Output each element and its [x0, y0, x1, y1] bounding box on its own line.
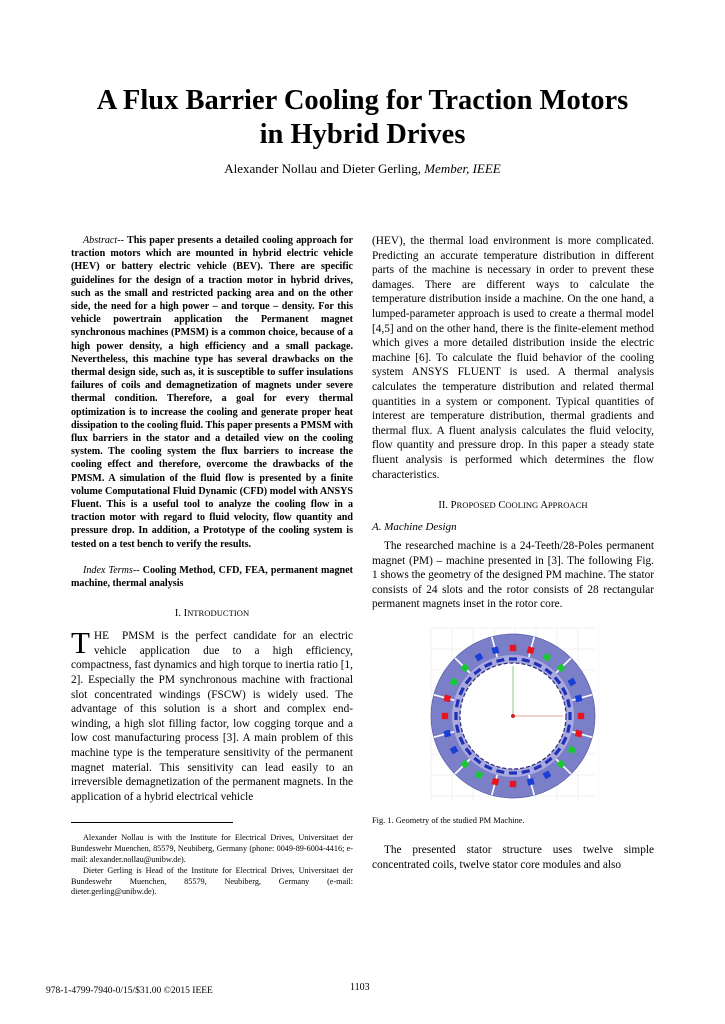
section-2-cap-3: A	[540, 500, 548, 512]
stator-coil	[442, 713, 448, 719]
index-terms-text: Cooling Method, CFD, FEA, permanent magnet machine, thermal analysis	[71, 564, 353, 590]
figure-1	[372, 624, 654, 804]
rotor-magnet	[454, 712, 457, 720]
section-heading-introduction	[71, 608, 353, 619]
page-title	[40, 84, 685, 152]
abstract-label: Abstract--	[83, 235, 124, 246]
figure-1-caption: Fig. 1. Geometry of the studied PM Machine.	[372, 816, 525, 826]
section-2-numeral: II.	[438, 500, 449, 512]
abstract	[71, 234, 353, 551]
subsection-machine-design: A. Machine Design	[372, 521, 457, 534]
index-terms-label: Index Terms--	[83, 564, 140, 576]
author-names: Alexander Nollau and Dieter Gerling,	[224, 161, 421, 176]
stator-coil	[510, 645, 516, 651]
rotor-magnet	[509, 657, 517, 660]
index-terms	[71, 564, 353, 590]
section-1-title-rest: NTRODUCTION	[187, 608, 250, 619]
abstract-text: This paper presents a detailed cooling approach for traction motors which are mounted in hybrid electric vehicle (HEV) or battery electric vehicle (BEV). There are specific guidelines for the design of a traction motor in hybrid drives, such as the small and restricted packing area and on the other side, the need for a high power – and torque – density. For this vehicle powertrain application the Permanent magnet synchronous machines (PMSM) is a common choice, because of a high power density, a high efficiency and a small package. Nevertheless, this machine type has several drawbacks on the thermal design side, such as, it is susceptible to suffer insulations failures of coils and demagnetization of magnets under severe thermal condition. Therefore, a goal for every thermal optimization is to increase the cooling and generate proper heat dissipation to the cooling fluid. This paper presents a PMSM with flux barriers in the stator and a detailed view on the cooling system. The cooling system the flux barriers to increase the cooling effect and therefore, overcome the drawbacks of the PMSM. A simulation of the fluid flow is presented by a finite volume Computational Fluid Dynamic (CFD) model with ANSYS Fluent. This is a useful tool to analyze the cooling flow in a traction motor with regard to fluid velocity, flow quantity and pressure drop. In addition, a Prototype of the cooling system is tested on a test bench to verify the results.	[71, 235, 353, 550]
stator-structure-paragraph: The presented stator structure uses twelve simple concentrated coils, twelve stator core modules and also	[372, 844, 654, 871]
section-2-rest-2: OOLING	[505, 500, 539, 511]
section-2-rest-3: PPROACH	[547, 500, 588, 511]
rotor-magnet	[509, 771, 517, 774]
right-column	[372, 234, 654, 872]
author-membership: Member, IEEE	[424, 161, 501, 176]
page-number: 1103	[350, 982, 370, 993]
footnote-divider	[71, 822, 233, 823]
section-2-cap-1: P	[450, 500, 457, 512]
section-1-numeral: I.	[174, 608, 181, 620]
footnote-1: Alexander Nollau is with the Institute for Electrical Drives, Universitaet der Bundeswehr Muenchen, 85579, Neubiberg, Germany (phone: 0049-89-6004-4416; e-mail: alexander.nollau@unibw.de).	[71, 833, 353, 864]
intro-continuation: (HEV), the thermal load environment is more complicated. Predicting an accurate temperature distribution in different parts of the machine is necessary in order to prevent these damages. There are different ways to calculate the temperature distribution inside a machine. On the one hand, a lumped-parameter approach is used to create a thermal model [4,5] and on the other hand, there is the finite-element method which gives a more detailed distribution inside the electric machine [6]. To calculate the fluid behavior of the cooling system ANSYS FLUENT is used. A thermal analysis calculates the temperature distribution and related thermal quantities in a system or component. Typical quantities of interest are temperature distribution, thermal gradients and thermal flux. A fluent analysis calculates the fluid velocity, flow quantity and pressure drop. In this paper a steady state fluent analysis is performed which determines the flow characteristics.	[372, 235, 654, 481]
shaft-center-point	[511, 714, 515, 718]
rotor-magnet	[568, 712, 571, 720]
drop-cap: T	[71, 625, 90, 661]
section-heading-proposed-cooling	[372, 500, 654, 511]
author-line	[40, 161, 685, 177]
isbn-footer: 978-1-4799-7940-0/15/$31.00 ©2015 IEEE	[46, 986, 213, 996]
title-line-2: in Hybrid Drives	[259, 119, 466, 150]
stator-coil	[578, 713, 584, 719]
intro-first-word: HE	[93, 630, 109, 643]
introduction-paragraph	[71, 625, 354, 804]
intro-text: PMSM is the perfect candidate for an electric vehicle application due to a high efficiency, compactness, fast dynamics and high torque to inertia ratio [1, 2]. Especially the PM synchronous machine with fractional slot concentrated windings (FSCW) is widely used. The advantage of this solution is a short and complex end-winding, a high slot filling factor, low cogging torque and a low cost manufacturing process [3]. A main problem of this machine type is the temperature sensitivity of the permanent magnet material. This sensitivity can lead easily to an irreversible demagnetization of the permanent magnets. In the application of a hybrid electrical vehicle	[71, 630, 354, 803]
machine-design-paragraph: The researched machine is a 24-Teeth/28-Poles permanent magnet (PM) – machine presented in [3]. The following Fig. 1 shows the geometry of the designed PM machine. The stator consists of 24 slots and the rotor consists of 28 rectangular permanent magnets inset in the rotor core.	[372, 540, 654, 611]
section-2-rest-1: ROPOSED	[456, 500, 496, 511]
section-1-title-cap: I	[183, 608, 188, 620]
footnote-2: Dieter Gerling is Head of the Institute for Electrical Drives, Universitaet der Bundeswehr Muenchen, 85579, Neubiberg, Germany (e-mail: dieter.gerling@unibw.de).	[71, 865, 353, 897]
section-2-cap-2: C	[498, 500, 506, 512]
stator-coil	[510, 781, 516, 787]
left-column	[71, 234, 353, 898]
title-line-1: A Flux Barrier Cooling for Traction Motors	[96, 85, 629, 116]
pm-machine-geometry-figure	[427, 624, 599, 804]
